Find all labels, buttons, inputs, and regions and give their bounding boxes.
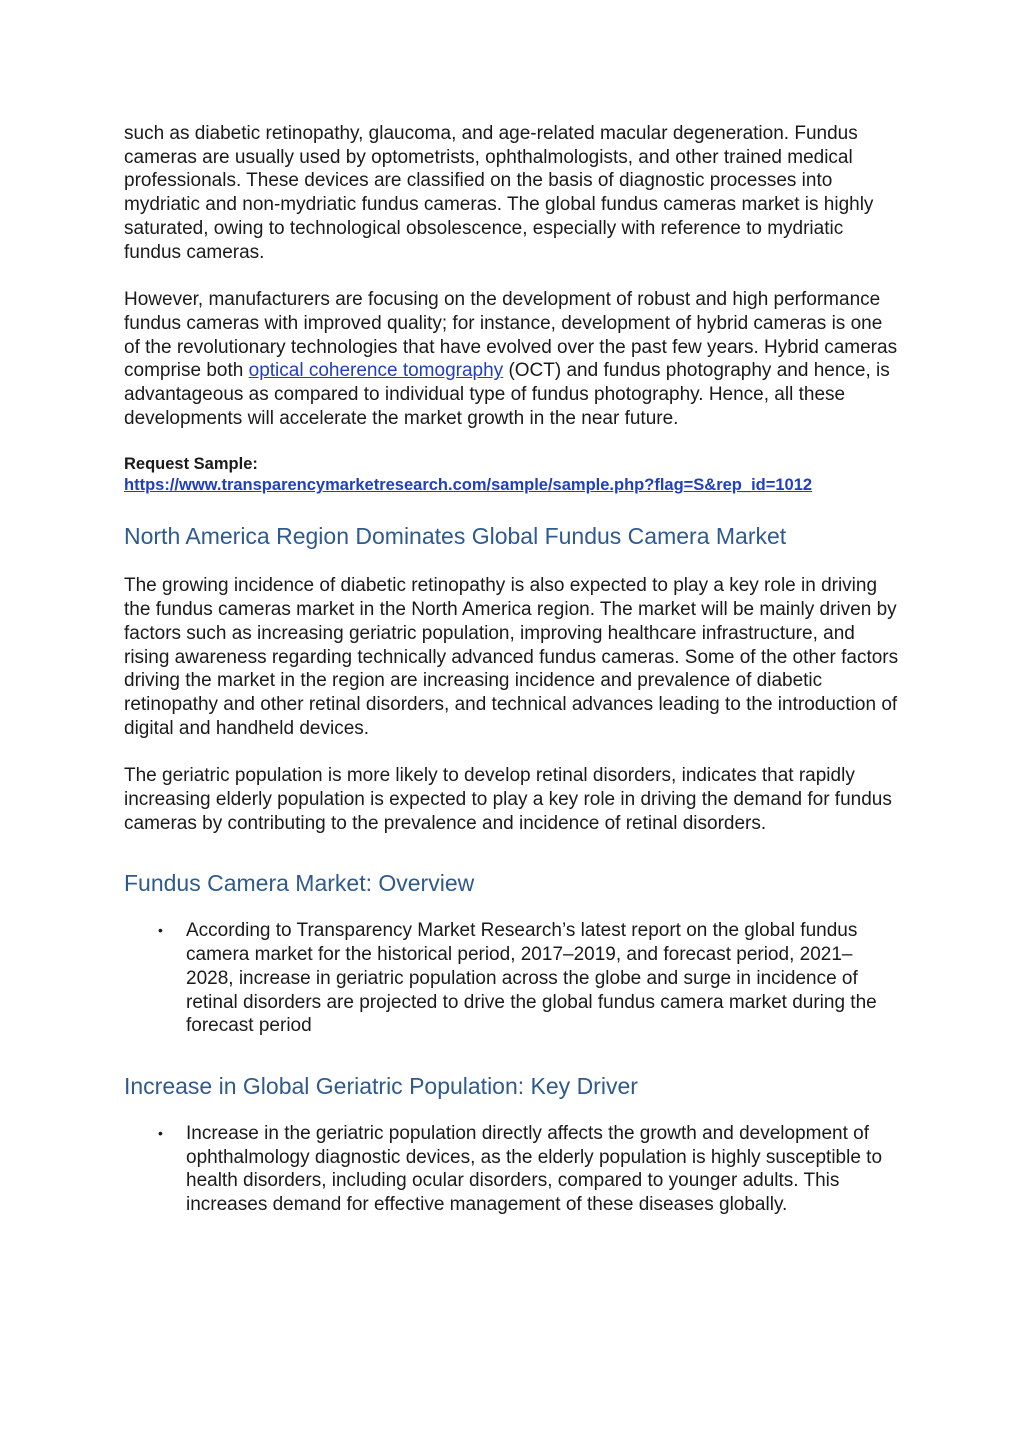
list-item bbox=[158, 1122, 899, 1217]
bullet-icon: • bbox=[158, 1124, 163, 1141]
paragraph-text-after-link: (OCT) and fundus photography and hence, is advantageous as compared to individual type of fundus photography. Hence, all these developments will accelerate the market growth in the near future. bbox=[124, 360, 890, 429]
geriatric-bullet-text: Increase in the geriatric population directly affects the growth and development of ophthalmology diagnostic devices, as the elderly population is highly susceptible to health disorders, including ocular disorders, compared to younger adults. This increases demand for effective management of these diseases globally. bbox=[186, 1122, 883, 1216]
bullet-icon: • bbox=[158, 922, 163, 939]
hybrid-cameras-paragraph bbox=[124, 288, 899, 430]
intro-paragraph: such as diabetic retinopathy, glaucoma, and age-related macular degeneration. Fundus cameras are usually used by optometrists, ophthalmologists, and other trained medical professionals. These devices are classified on the basis of diagnostic processes into mydriatic and non-mydriatic fundus cameras. The global fundus cameras market is highly saturated, owing to technological obsolescence, especially with reference to mydriatic fundus cameras. bbox=[124, 123, 874, 263]
request-sample-label: Request Sample: bbox=[124, 455, 258, 474]
overview-bullet-text: According to Transparency Market Research’s latest report on the global fundus camera market for the historical period, 2017–2019, and forecast period, 2021–2028, increase in geriatric population across the globe and surge in incidence of retinal disorders are projected to drive the global fundus camera market during the forecast period bbox=[186, 920, 877, 1037]
request-sample-link[interactable]: https://www.transparencymarketresearch.com/sample/sample.php?flag=S&rep_id=1012 bbox=[124, 476, 813, 495]
overview-heading: Fundus Camera Market: Overview bbox=[124, 870, 475, 897]
list-item bbox=[158, 919, 899, 1038]
overview-list bbox=[124, 919, 899, 1038]
geriatric-list bbox=[124, 1122, 899, 1217]
request-sample-block bbox=[124, 454, 899, 496]
north-america-paragraph-1: The growing incidence of diabetic retinopathy is also expected to play a key role in driving the fundus cameras market in the North America region. The market will be mainly driven by factors such as increasing geriatric population, improving healthcare infrastructure, and rising awareness regarding technically advanced fundus cameras. Some of the other factors driving the market in the region are increasing incidence and prevalence of diabetic retinopathy and other retinal disorders, and technical advances leading to the introduction of digital and handheld devices. bbox=[124, 575, 899, 739]
document-page bbox=[124, 122, 899, 1217]
geriatric-heading: Increase in Global Geriatric Population: Key Driver bbox=[124, 1072, 638, 1099]
north-america-paragraph-2: The geriatric population is more likely to develop retinal disorders, indicates that rapidly increasing elderly population is expected to play a key role in driving the demand for fundus cameras by contributing to the prevalence and incidence of retinal disorders. bbox=[124, 765, 892, 834]
north-america-heading: North America Region Dominates Global Fundus Camera Market bbox=[124, 523, 787, 550]
oct-link[interactable]: optical coherence tomography bbox=[248, 360, 504, 382]
paragraph-text-before-link: However, manufacturers are focusing on the development of robust and high performance fundus cameras with improved quality; for instance, development of hybrid cameras is one of the revolutionary technologies that have evolved over the past few years. Hybrid cameras comprise both bbox=[124, 289, 898, 382]
